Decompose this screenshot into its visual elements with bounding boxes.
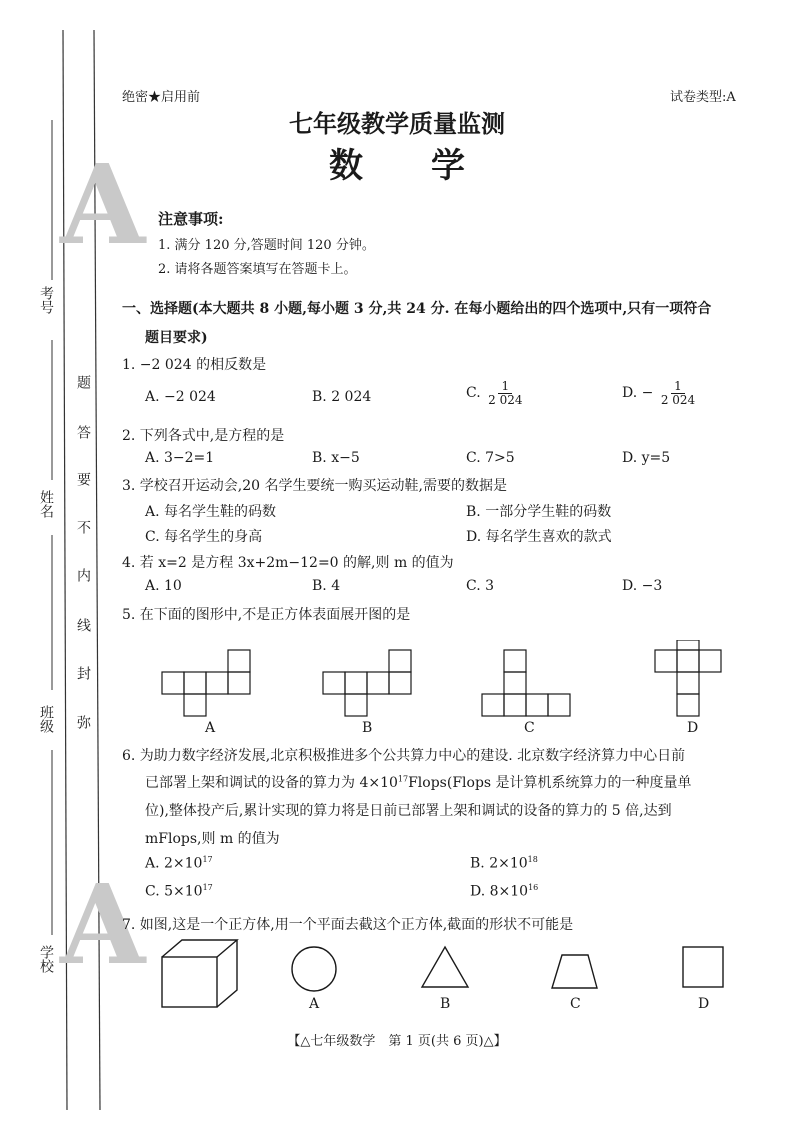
q7-stem: 7. 如图,这是一个正方体,用一个平面去截这个正方体,截面的形状不可能是 [122,917,574,933]
seal-char-2: 答 [75,425,91,439]
q7-label-b: B [440,996,451,1012]
q6-a-base: A. 2×10 [145,855,203,872]
q1-d-numerator: 1 [671,380,685,394]
q6-option-c [145,883,213,900]
q6-option-b [470,855,538,872]
paper-type: 试卷类型:A [670,90,736,105]
square-figure [683,947,723,987]
q1-option-c [466,380,525,406]
section-heading-cont: 题目要求) [145,330,208,346]
q2-option-d: D. y=5 [622,450,671,466]
q3-option-d: D. 每名学生喜欢的款式 [466,529,612,545]
q1-d-denominator: 2 024 [660,392,696,407]
q6-line-2-exp: 17 [397,774,409,784]
q3-option-b: B. 一部分学生鞋的码数 [466,504,612,520]
q4-option-b: B. 4 [312,578,341,594]
q2-stem: 2. 下列各式中,是方程的是 [122,428,285,444]
q3-stem: 3. 学校召开运动会,20 名学生要统一购买运动鞋,需要的数据是 [122,478,507,494]
q5-label-c: C [524,720,535,736]
q1-option-d [622,380,698,406]
q6-line-2-pre: 已部署上架和调试的设备的算力为 4×10 [145,775,398,791]
q6-line-2 [145,772,692,792]
q6-option-d [470,883,538,900]
net-d [655,640,721,716]
q1-d-prefix: D. − [622,385,654,402]
q6-line-2-post: Flops(Flops 是计算机系统算力的一种度量单 [408,775,692,791]
q1-c-denominator: 2 024 [488,392,523,407]
seal-char-4: 不 [75,520,91,534]
seal-char-1: 题 [75,375,91,389]
q1-c-prefix: C. [466,385,481,402]
watermark-a-bottom: A [60,860,146,989]
exam-title: 七年级教学质量监测 [289,109,505,138]
q6-c-exp: 17 [202,883,213,892]
q4-option-c: C. 3 [466,578,495,594]
q6-b-base: B. 2×10 [470,855,528,872]
q3-option-a: A. 每名学生鞋的码数 [145,504,277,520]
q1-stem: 1. −2 024 的相反数是 [122,357,267,373]
q5-label-b: B [362,720,373,736]
q6-c-base: C. 5×10 [145,883,203,900]
seal-char-3: 要 [75,472,91,486]
q4-option-d: D. −3 [622,578,663,594]
q4-option-a: A. 10 [145,578,182,594]
q6-b-exp: 18 [527,855,538,864]
q3-option-c: C. 每名学生的身高 [145,529,263,545]
seal-char-8: 弥 [75,715,91,729]
q7-label-d: D [698,996,710,1012]
net-a [162,650,250,716]
q1-option-b: B. 2 024 [312,389,372,405]
q6-option-a [145,855,213,872]
q2-option-c: C. 7>5 [466,450,515,466]
q6-d-base: D. 8×10 [470,883,529,900]
q5-cube-nets [155,640,755,720]
q2-option-b: B. x−5 [312,450,360,466]
seal-char-5: 内 [75,568,91,582]
q1-option-a: A. −2 024 [145,389,216,405]
notice-item-2: 2. 请将各题答案填写在答题卡上。 [158,262,357,277]
q5-label-a: A [205,720,216,736]
q7-label-c: C [570,996,581,1012]
notice-item-1: 1. 满分 120 分,答题时间 120 分钟。 [158,238,375,253]
subject-title: 数 学 [329,146,465,186]
circle-figure [292,947,336,991]
triangle-figure [422,947,468,987]
name-label: 姓名 [38,490,54,518]
confidential-mark: 绝密★启用前 [122,90,201,105]
q6-d-exp: 16 [528,883,539,892]
q6-a-exp: 17 [202,855,213,864]
seal-char-7: 封 [75,666,91,680]
q6-line-4: mFlops,则 m 的值为 [145,831,280,847]
notice-title: 注意事项: [158,210,224,228]
q1-c-numerator: 1 [498,380,512,394]
net-c [482,650,570,716]
q5-stem: 5. 在下面的图形中,不是正方体表面展开图的是 [122,607,411,623]
page-footer: 【△七年级数学 第 1 页(共 6 页)△】 [287,1034,507,1049]
q2-option-a: A. 3−2=1 [145,450,215,466]
q6-line-1: 6. 为助力数字经济发展,北京积极推进多个公共算力中心的建设. 北京数字经济算力中心日前 [122,748,686,764]
cube-figure [162,940,237,1007]
section-heading: 一、选择题(本大题共 8 小题,每小题 3 分,共 24 分. 在每小题给出的四个选项中,只有一项符合 [122,301,712,317]
seal-char-6: 线 [75,618,91,632]
net-b [323,650,411,716]
class-label: 班级 [38,705,54,733]
q6-line-3: 位),整体投产后,累计实现的算力将是日前已部署上架和调试的设备的算力的 5 倍,达到 [145,803,672,819]
watermark-a-top: A [60,140,146,269]
trapezoid-figure [552,955,597,988]
q5-label-d: D [687,720,699,736]
q1-d-fraction [658,380,698,406]
q4-stem: 4. 若 x=2 是方程 3x+2m−12=0 的解,则 m 的值为 [122,555,454,571]
q7-label-a: A [309,996,320,1012]
school-label: 学校 [38,945,54,973]
exam-number-label: 考号 [38,286,54,314]
q1-c-fraction [485,380,525,406]
